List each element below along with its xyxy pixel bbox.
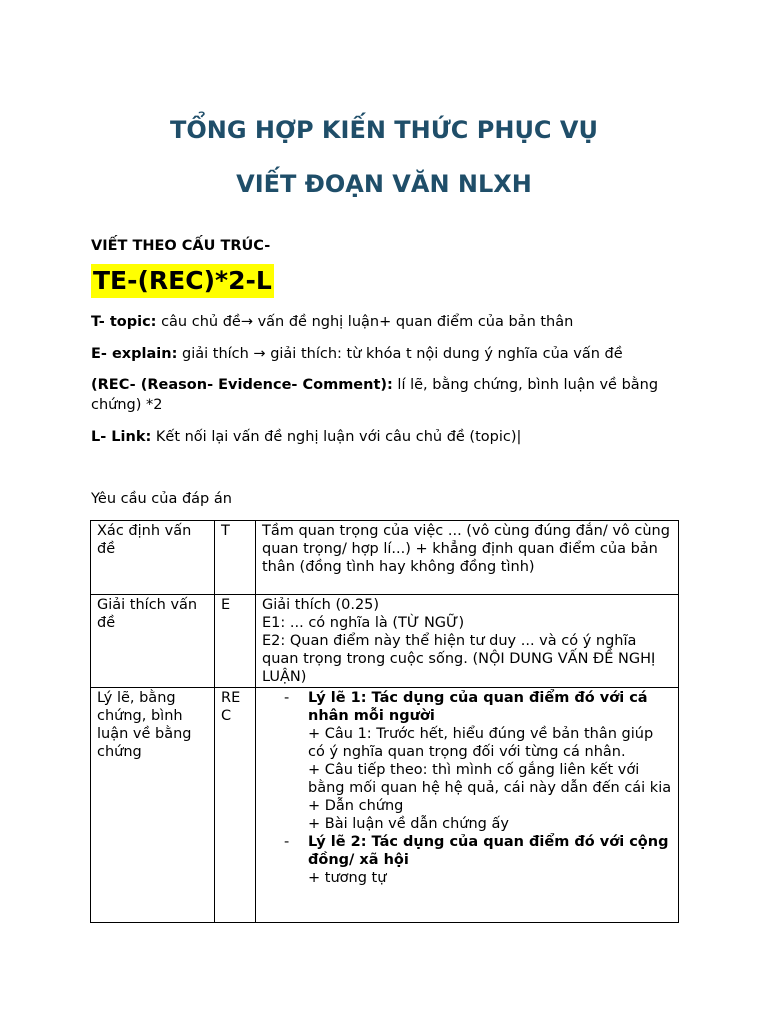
definition-topic-text: câu chủ đề→ vấn đề nghị luận+ quan điểm của bản thân (156, 314, 574, 330)
list-item (262, 689, 672, 833)
explain-line: E1: ... có nghĩa là (TỪ NGỮ) (262, 615, 465, 631)
reason-line: + Câu 1: Trước hết, hiểu đúng về bản thân giúp có ý nghĩa quan trọng đối với từng cá nhân. (308, 726, 654, 760)
structure-formula: TE-(REC)*2-L (91, 264, 274, 298)
reason-line: + Bài luận về dẫn chứng ấy (308, 816, 509, 832)
definition-rec-label: (REC- (Reason- Evidence- Comment): (91, 377, 393, 393)
reason-line: + Dẫn chứng (308, 798, 404, 814)
definition-link (91, 427, 681, 447)
table-cell-code: RE C (215, 688, 256, 923)
definition-topic-label: T- topic: (91, 314, 157, 330)
explain-line: Giải thích (0.25) (262, 597, 380, 613)
explain-line: E2: Quan điểm này thể hiện tư duy ... và có ý nghĩa quan trọng trong cuộc sống. (NỘI DUNG VẤN ĐỀ NGHỊ LUẬN) (262, 633, 656, 685)
reason-heading: Lý lẽ 1: Tác dụng của quan điểm đó với cá nhân mỗi người (308, 690, 648, 724)
table-cell-content: Tầm quan trọng của việc ... (vô cùng đúng đắn/ vô cùng quan trọng/ hợp lí...) + khẳng định quan điểm của bản thân (đồng tình hay không đồng tình) (256, 521, 679, 595)
definition-rec-text: lí lẽ, bằng chứng, bình luận về bằng chứng) *2 (91, 377, 659, 413)
definition-explain-text: giải thích → giải thích: từ khóa t nội dung ý nghĩa của vấn đề (177, 346, 623, 362)
table-cell-criterion: Lý lẽ, bằng chứng, bình luận về bằng chứng (91, 688, 215, 923)
definition-link-text: Kết nối lại vấn đề nghị luận với câu chủ đề (topic)| (151, 429, 522, 445)
table-cell-code: T (215, 521, 256, 595)
dash-bullet: - (284, 690, 290, 706)
definition-topic (91, 312, 681, 332)
table-row (91, 688, 679, 923)
table-cell-criterion: Xác định vấn đề (91, 521, 215, 595)
structure-heading: VIẾT THEO CẤU TRÚC- (91, 238, 271, 254)
title-line-2: VIẾT ĐOẠN VĂN NLXH (236, 170, 532, 198)
table-row (91, 595, 679, 688)
definition-explain (91, 344, 681, 364)
definition-link-label: L- Link: (91, 429, 152, 445)
table-cell-code: E (215, 595, 256, 688)
reason-line: + tương tự (308, 870, 387, 886)
list-item (262, 833, 672, 887)
reason-heading: Lý lẽ 2: Tác dụng của quan điểm đó với cộng đồng/ xã hội (308, 834, 669, 868)
table-cell-content (256, 595, 679, 688)
table-row (91, 521, 679, 595)
answer-requirements-table (90, 520, 679, 923)
definition-rec (91, 375, 681, 415)
definition-explain-label: E- explain: (91, 346, 178, 362)
title-line-1: TỔNG HỢP KIẾN THỨC PHỤC VỤ (170, 116, 598, 144)
dash-bullet: - (284, 834, 290, 850)
reasons-list (262, 689, 672, 887)
reason-line: + Câu tiếp theo: thì mình cố gắng liên kết với bằng mối quan hệ hệ quả, cái này dẫn đến cái kia (308, 762, 672, 796)
table-cell-content (256, 688, 679, 923)
requirements-heading: Yêu cầu của đáp án (91, 491, 232, 507)
table-cell-criterion: Giải thích vấn đề (91, 595, 215, 688)
